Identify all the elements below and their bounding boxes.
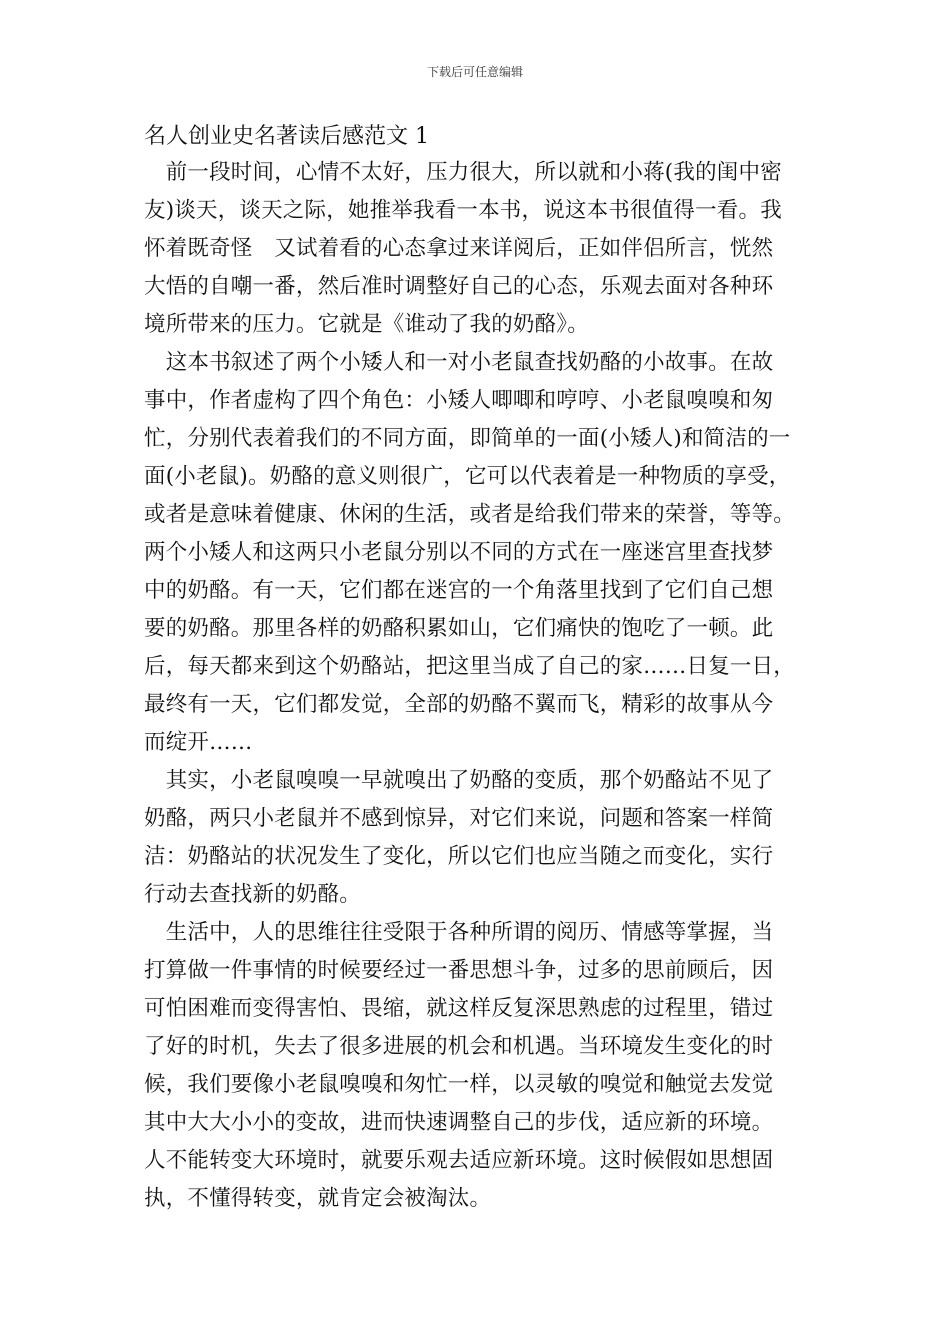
body-line: 境所带来的压力。它就是《谁动了我的奶酪》。 [144,312,589,337]
body-line: 事中，作者虚构了四个角色：小矮人唧唧和哼哼、小老鼠嗅嗅和匆 [144,388,774,413]
body-line: 或者是意味着健康、休闲的生活，或者是给我们带来的荣誉，等等。 [144,502,796,527]
body-line: 生活中，人的思维往往受限于各种所谓的阅历、情感等掌握，当 [144,920,774,945]
body-line: 奶酪，两只小老鼠并不感到惊异，对它们来说，问题和答案一样简 [144,806,774,831]
body-line: 要的奶酪。那里各样的奶酪积累如山，它们痛快的饱吃了一顿。此 [144,616,774,641]
page-header: 下载后可任意编辑 [426,65,523,79]
body-line: 大悟的自嘲一番，然后准时调整好自己的心态，乐观去面对各种环 [144,274,774,299]
body-line: 执，不懂得转变，就肯定会被淘汰。 [144,1186,492,1211]
body-line: 前一段时间，心情不太好，压力很大，所以就和小蒋(我的闺中密 [144,160,782,185]
body-line: 而绽开…… [144,730,253,755]
body-line: 友)谈天，谈天之际，她推举我看一本书，说这本书很值得一看。我 [144,198,782,223]
body-line: 中的奶酪。有一天，它们都在迷宫的一个角落里找到了它们自己想 [144,578,774,603]
body-line: 怀着既奇怪 又试着看的心态拿过来详阅后，正如伴侣所言，恍然 [144,236,774,261]
body-line: 候，我们要像小老鼠嗅嗅和匆忙一样，以灵敏的嗅觉和触觉去发觉 [144,1072,774,1097]
body-line: 其中大大小小的变故，进而快速调整自己的步伐，适应新的环境。 [144,1110,774,1135]
body-line: 这本书叙述了两个小矮人和一对小老鼠查找奶酪的小故事。在故 [144,350,774,375]
body-line: 了好的时机，失去了很多进展的机会和机遇。当环境发生变化的时 [144,1034,774,1059]
body-line: 最终有一天，它们都发觉，全部的奶酪不翼而飞，精彩的故事从今 [144,692,774,717]
body-line: 面(小老鼠)。奶酪的意义则很广，它可以代表着是一种物质的享受， [144,464,791,489]
body-line: 可怕困难而变得害怕、畏缩，就这样反复深思熟虑的过程里，错过 [144,996,774,1021]
body-line: 忙，分别代表着我们的不同方面，即简单的一面(小矮人)和简洁的一 [144,426,791,451]
body-line: 两个小矮人和这两只小老鼠分别以不同的方式在一座迷宫里查找梦 [144,540,774,565]
body-line: 行动去查找新的奶酪。 [144,882,362,907]
body-line: 洁：奶酪站的状况发生了变化，所以它们也应当随之而变化，实行 [144,844,774,869]
document-title: 名人创业史名著读后感范文 1 [144,124,429,149]
body-line: 打算做一件事情的时候要经过一番思想斗争，过多的思前顾后，因 [144,958,774,983]
body-line: 人不能转变大环境时，就要乐观去适应新环境。这时候假如思想固 [144,1148,774,1173]
body-line: 其实，小老鼠嗅嗅一早就嗅出了奶酪的变质，那个奶酪站不见了 [144,768,774,793]
body-line: 后，每天都来到这个奶酪站，把这里当成了自己的家……日复一日， [144,654,796,679]
